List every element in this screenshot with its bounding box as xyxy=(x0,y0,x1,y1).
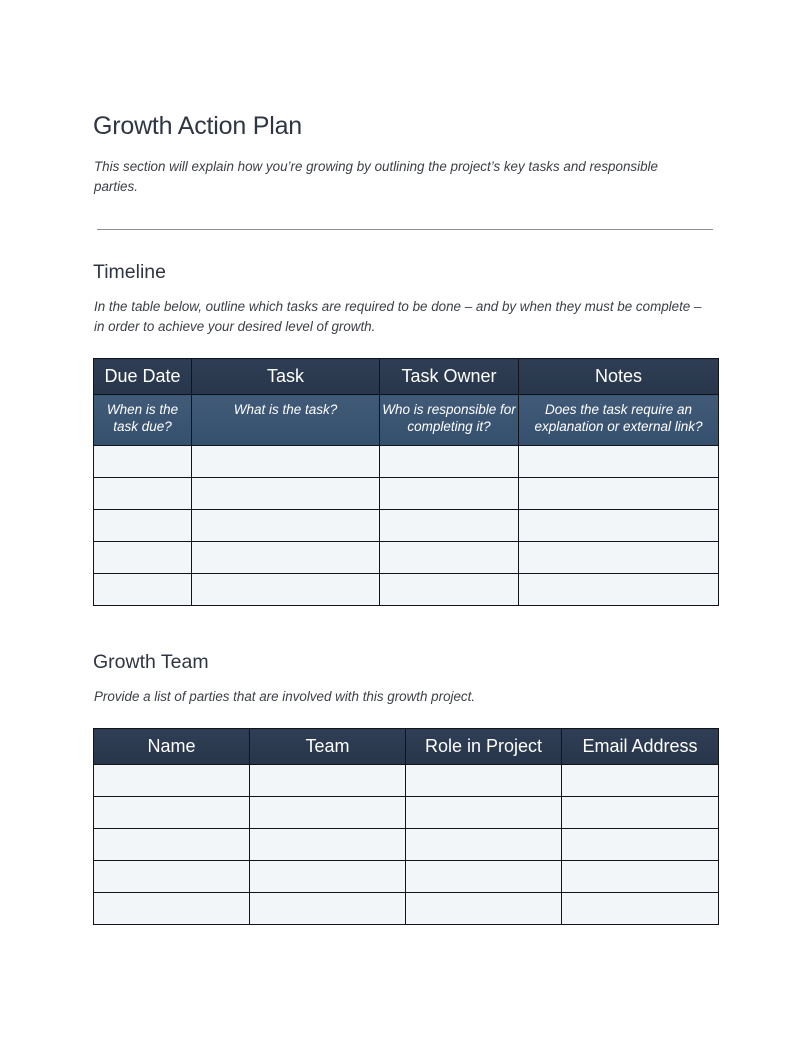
table-row xyxy=(94,542,719,574)
timeline-cell-task[interactable] xyxy=(192,574,380,606)
team-cell-email[interactable] xyxy=(562,893,719,925)
table-row xyxy=(94,765,719,797)
table-row xyxy=(94,510,719,542)
team-cell-name[interactable] xyxy=(94,797,250,829)
team-cell-role[interactable] xyxy=(406,861,562,893)
timeline-header-task: Task xyxy=(192,359,380,395)
team-header-name: Name xyxy=(94,729,250,765)
intro-text: This section will explain how you’re growing by outlining the project’s key tasks and responsible parties. xyxy=(94,159,658,194)
timeline-cell-due-date[interactable] xyxy=(94,574,192,606)
team-header-role: Role in Project xyxy=(406,729,562,765)
team-cell-team[interactable] xyxy=(250,797,406,829)
timeline-cell-task[interactable] xyxy=(192,542,380,574)
table-row xyxy=(94,829,719,861)
growth-team-table xyxy=(93,728,719,925)
timeline-header-notes: Notes xyxy=(519,359,719,395)
page-title: Growth Action Plan xyxy=(93,112,303,140)
team-cell-team[interactable] xyxy=(250,829,406,861)
table-row xyxy=(94,797,719,829)
timeline-cell-due-date[interactable] xyxy=(94,446,192,478)
team-cell-name[interactable] xyxy=(94,829,250,861)
team-header-row xyxy=(94,729,719,765)
timeline-title: Timeline xyxy=(93,261,166,283)
timeline-cell-due-date[interactable] xyxy=(94,510,192,542)
team-cell-role[interactable] xyxy=(406,765,562,797)
timeline-cell-notes[interactable] xyxy=(519,574,719,606)
timeline-cell-notes[interactable] xyxy=(519,478,719,510)
section-divider xyxy=(97,229,713,230)
table-row xyxy=(94,446,719,478)
timeline-cell-task-owner[interactable] xyxy=(380,574,519,606)
timeline-subheader-due-date: When is the task due? xyxy=(94,395,192,446)
timeline-cell-due-date[interactable] xyxy=(94,478,192,510)
timeline-description: In the table below, outline which tasks are required to be done – and by when they must be complete – in order to achieve your desired level of growth. xyxy=(94,299,702,334)
table-row xyxy=(94,478,719,510)
team-cell-team[interactable] xyxy=(250,861,406,893)
timeline-cell-task-owner[interactable] xyxy=(380,510,519,542)
team-cell-email[interactable] xyxy=(562,765,719,797)
team-cell-role[interactable] xyxy=(406,893,562,925)
timeline-table xyxy=(93,358,719,606)
timeline-subheader-notes: Does the task require an explanation or external link? xyxy=(519,395,719,446)
growth-team-description: Provide a list of parties that are involved with this growth project. xyxy=(94,689,476,704)
timeline-header-row xyxy=(94,359,719,395)
team-cell-name[interactable] xyxy=(94,765,250,797)
timeline-cell-task-owner[interactable] xyxy=(380,478,519,510)
team-cell-role[interactable] xyxy=(406,829,562,861)
team-header-team: Team xyxy=(250,729,406,765)
timeline-subheader-task: What is the task? xyxy=(192,395,380,446)
timeline-cell-notes[interactable] xyxy=(519,542,719,574)
team-cell-role[interactable] xyxy=(406,797,562,829)
table-row xyxy=(94,574,719,606)
team-cell-email[interactable] xyxy=(562,829,719,861)
table-row xyxy=(94,861,719,893)
timeline-cell-task[interactable] xyxy=(192,510,380,542)
timeline-header-due-date: Due Date xyxy=(94,359,192,395)
team-cell-name[interactable] xyxy=(94,893,250,925)
team-cell-email[interactable] xyxy=(562,797,719,829)
timeline-cell-notes[interactable] xyxy=(519,446,719,478)
team-cell-team[interactable] xyxy=(250,893,406,925)
timeline-header-task-owner: Task Owner xyxy=(380,359,519,395)
growth-team-title: Growth Team xyxy=(93,651,209,673)
team-cell-team[interactable] xyxy=(250,765,406,797)
timeline-subheader-task-owner: Who is responsible for completing it? xyxy=(380,395,519,446)
timeline-cell-task[interactable] xyxy=(192,446,380,478)
timeline-cell-task-owner[interactable] xyxy=(380,446,519,478)
timeline-cell-notes[interactable] xyxy=(519,510,719,542)
team-cell-name[interactable] xyxy=(94,861,250,893)
timeline-subheader-row xyxy=(94,395,719,446)
timeline-cell-task-owner[interactable] xyxy=(380,542,519,574)
team-cell-email[interactable] xyxy=(562,861,719,893)
table-row xyxy=(94,893,719,925)
timeline-cell-due-date[interactable] xyxy=(94,542,192,574)
team-header-email: Email Address xyxy=(562,729,719,765)
timeline-cell-task[interactable] xyxy=(192,478,380,510)
